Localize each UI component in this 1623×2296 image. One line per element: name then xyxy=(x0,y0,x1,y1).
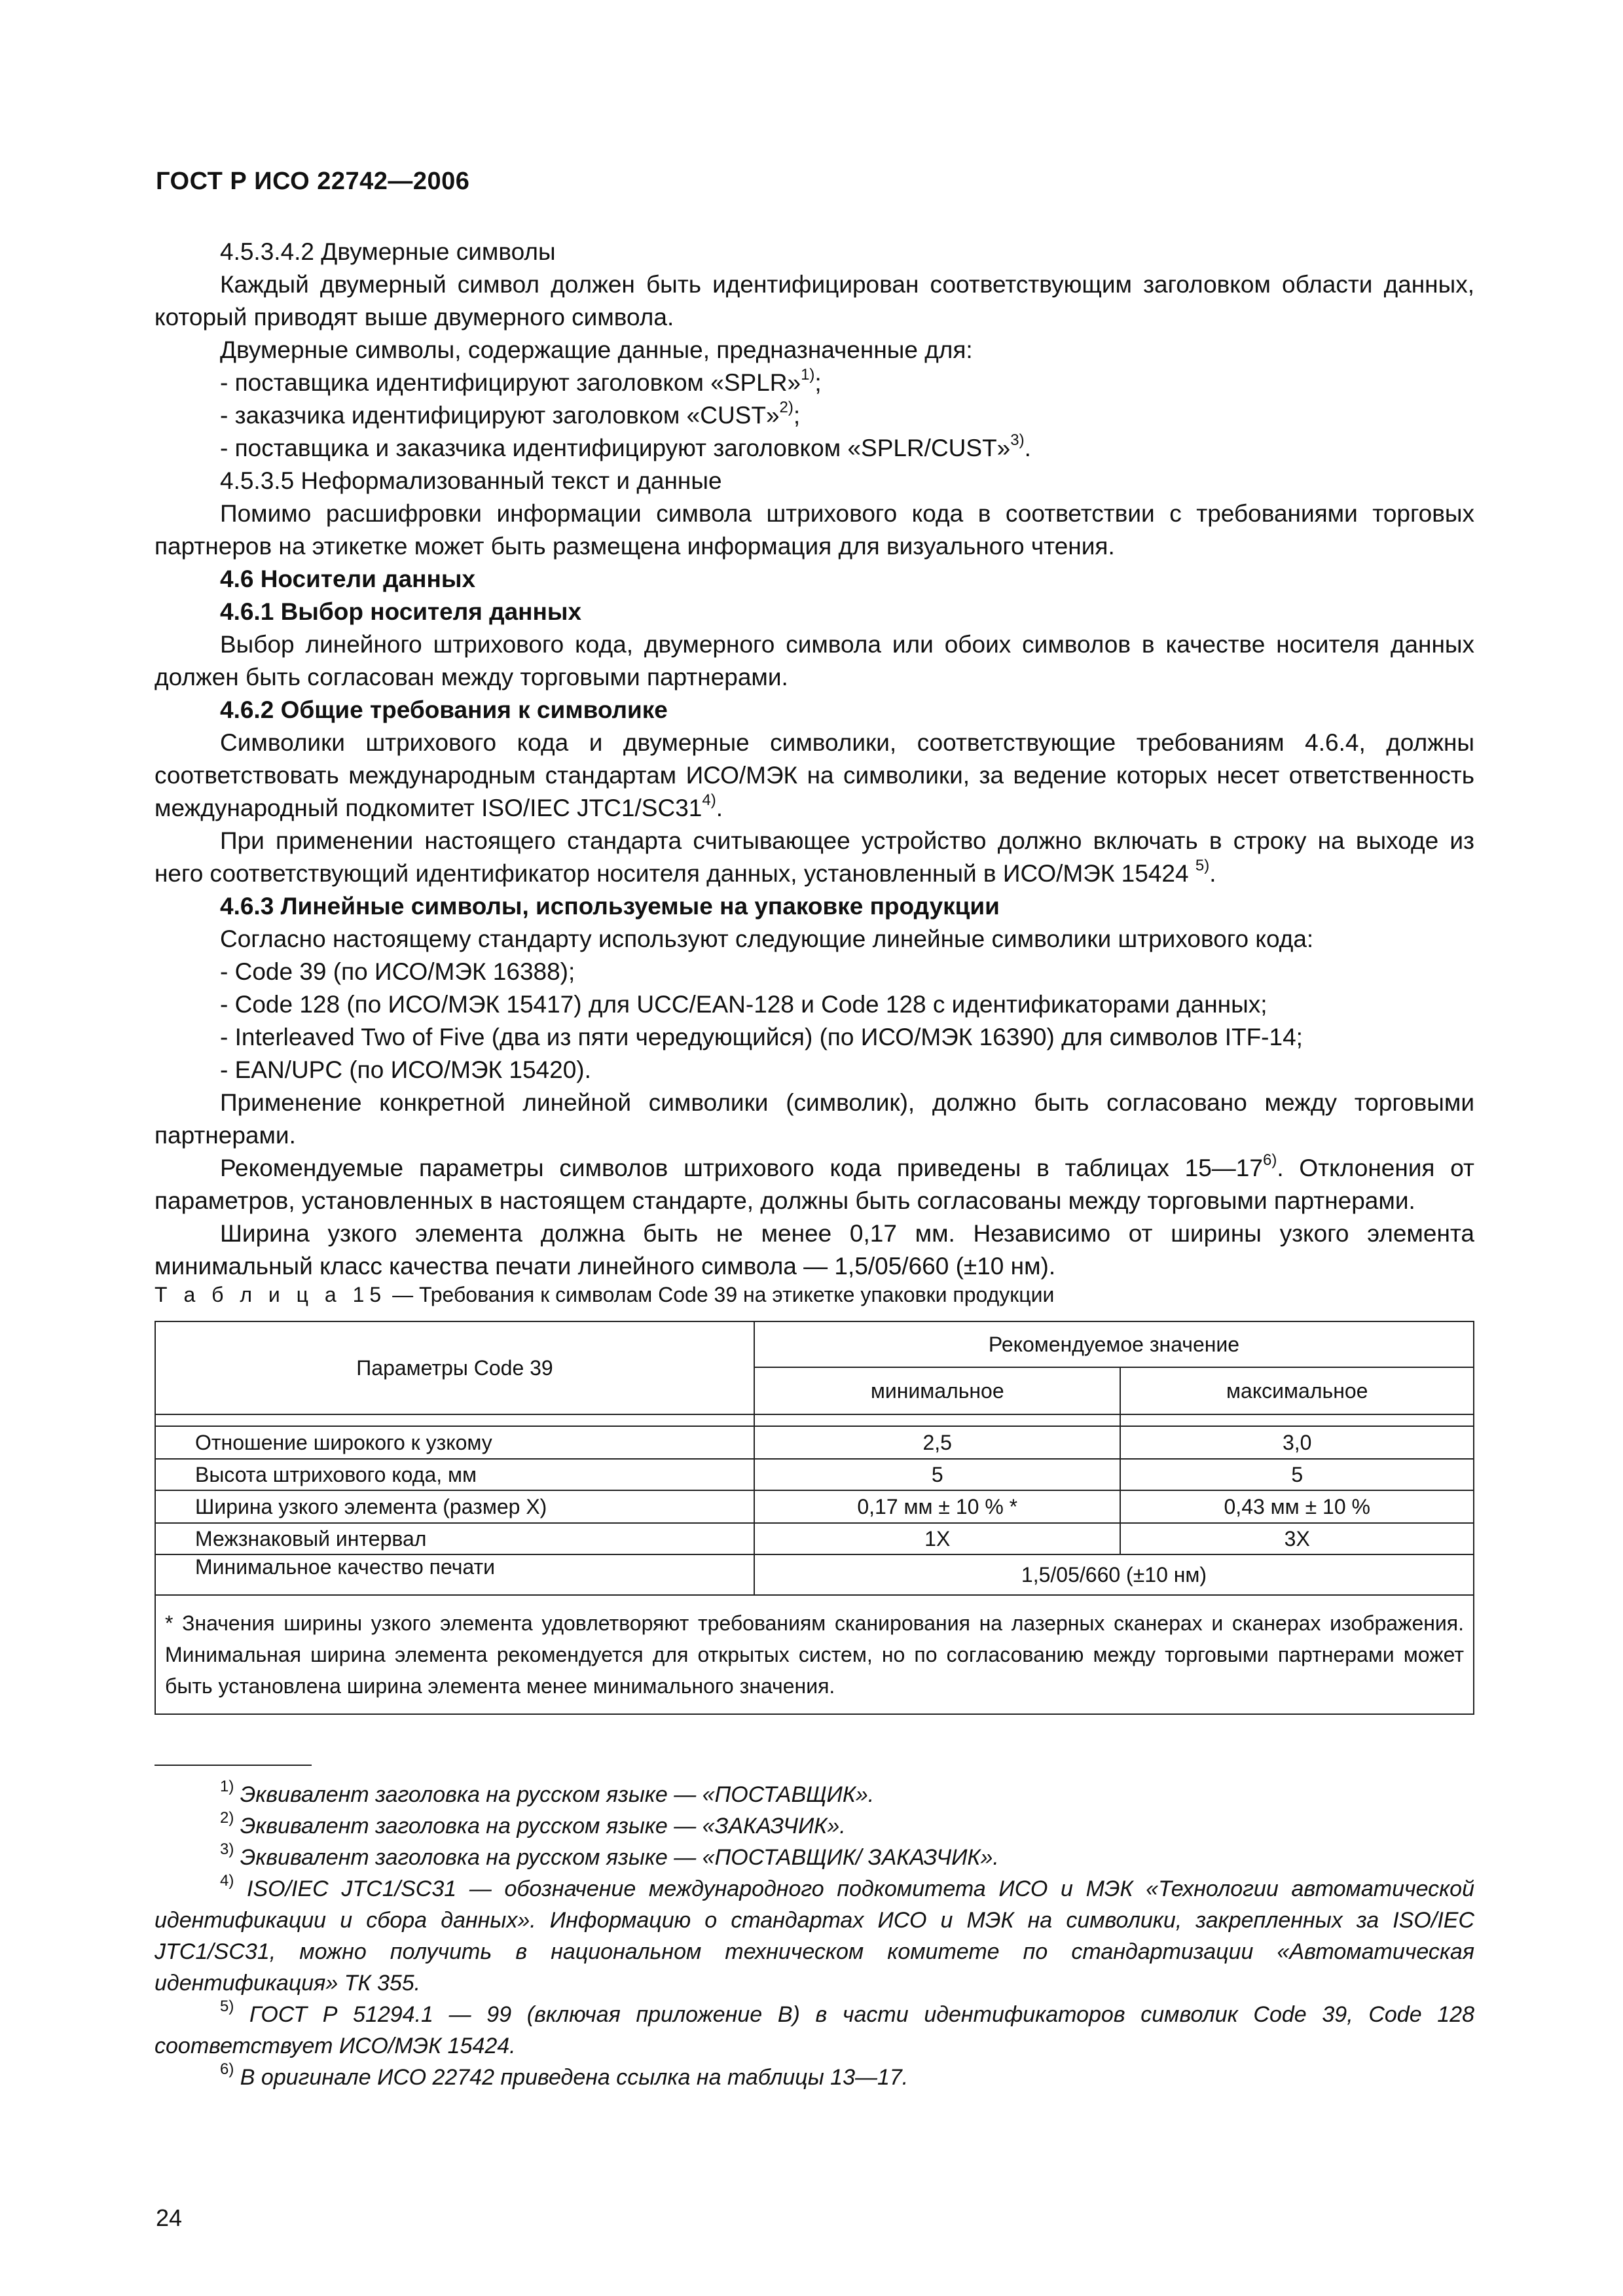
table-cell-min: 2,5 xyxy=(754,1426,1120,1459)
section-heading: 4.6.2 Общие требования к символике xyxy=(220,696,668,723)
footnote: $^{4)}$ ISO/IEC JTC1/SC31 — обозначение международного подкомитета ИСО и МЭК «Технологии автоматической идентификации и сбора данных». Информацию о стандартах ИСО и МЭК на символики, закрепленных за ISO/IEC JTC1/SC31, можно получить в национальном техническом комитете по стандартизации «Автоматическая идентификация» ТК 355. xyxy=(155,1871,1474,1996)
paragraph: Символики штрихового кода и двумерные символики, соответствующие требованиям 4.6.4, должны соответствовать международным стандартам ИСО/МЭК на символики, за ведение которых несет ответственность международный подкомитет ISO/IEC JTC1/SC31$^{4)}$. xyxy=(155,729,1474,821)
table-row xyxy=(155,1426,1474,1459)
table-cell-param: Межзнаковый интервал xyxy=(155,1523,754,1554)
footnote: $^{1)}$ Эквивалент заголовка на русском языке — «ПОСТАВЩИК». xyxy=(220,1777,875,1807)
paragraph: Помимо расшифровки информации символа штрихового кода в соответствии с требованиями торговых партнеров на этикетке может быть размещена информация для визуального чтения. xyxy=(155,500,1474,560)
footnote-ref[interactable]: 1) xyxy=(801,365,815,384)
table-row xyxy=(155,1554,1474,1595)
paragraph: Двумерные символы, содержащие данные, предназначенные для: xyxy=(220,336,973,363)
paragraph: Согласно настоящему стандарту используют следующие линейные символики штрихового кода: xyxy=(220,925,1314,952)
section-heading: 4.6.3 Линейные символы, используемые на упаковке продукции xyxy=(220,893,1000,920)
section-heading: 4.6 Носители данных xyxy=(220,565,476,592)
document-header: ГОСТ Р ИСО 22742—2006 xyxy=(156,168,470,195)
page-number: 24 xyxy=(156,2204,183,2231)
body-text xyxy=(155,236,1474,1283)
list-item: - заказчика идентифицируют заголовком «CUST»$^{2)}$; xyxy=(220,398,801,429)
table-cell-param: Высота штрихового кода, мм xyxy=(155,1459,754,1490)
table-caption: Т а б л и ц а 15 — Требования к символам Code 39 на этикетке упаковки продукции xyxy=(155,1283,1055,1306)
table-cell-param: Отношение широкого к узкому xyxy=(155,1426,754,1459)
list-item: - Interleaved Two of Five (два из пяти чередующийся) (по ИСО/МЭК 16390) для символов ITF-14; xyxy=(220,1024,1303,1050)
paragraph: Применение конкретной линейной символики (символик), должно быть согласовано между торговыми партнерами. xyxy=(155,1089,1474,1149)
list-item: - EAN/UPC (по ИСО/МЭК 15420). xyxy=(220,1056,591,1083)
table-row xyxy=(155,1490,1474,1523)
list-item: - Code 128 (по ИСО/МЭК 15417) для UCC/EAN-128 и Code 128 с идентификаторами данных; xyxy=(220,991,1267,1018)
table-cell-max: 3,0 xyxy=(1120,1426,1474,1459)
footnote-ref[interactable]: 3) xyxy=(1010,431,1025,449)
table-cell-value: 1,5/05/660 (±10 нм) xyxy=(754,1554,1474,1595)
footnote: $^{3)}$ Эквивалент заголовка на русском языке — «ПОСТАВЩИК/ ЗАКАЗЧИК». xyxy=(220,1840,999,1870)
table-cell-max: 0,43 мм ± 10 % xyxy=(1120,1490,1474,1523)
footnote-ref[interactable]: 6) xyxy=(1262,1151,1277,1169)
list-item: - Code 39 (по ИСО/МЭК 16388); xyxy=(220,958,575,985)
list-item: - поставщика и заказчика идентифицируют заголовком «SPLR/CUST»$^{3)}$. xyxy=(220,431,1031,461)
paragraph: Ширина узкого элемента должна быть не менее 0,17 мм. Независимо от ширины узкого элемента минимальный класс качества печати линейного символа — 1,5/05/660 (±10 нм). xyxy=(155,1220,1474,1280)
subsection-title: 4.5.3.5 Неформализованный текст и данные xyxy=(220,467,722,494)
footnote-ref[interactable]: 4) xyxy=(702,791,716,809)
table-note-row xyxy=(155,1595,1474,1714)
requirements-table xyxy=(155,1321,1474,1715)
table-header-min: минимальное xyxy=(754,1367,1120,1414)
footnote-divider xyxy=(155,1765,312,1766)
footnote: $^{6)}$ В оригинале ИСО 22742 приведена ссылка на таблицы 13—17. xyxy=(220,2060,909,2090)
table-cell-max: 3X xyxy=(1120,1523,1474,1554)
footnote-ref[interactable]: 5) xyxy=(1195,856,1210,874)
table-cell-min: 0,17 мм ± 10 % * xyxy=(754,1490,1120,1523)
table-header-param: Параметры Code 39 xyxy=(155,1321,754,1414)
table-cell-param: Ширина узкого элемента (размер X) xyxy=(155,1490,754,1523)
table-row xyxy=(155,1459,1474,1490)
list-item: - поставщика идентифицируют заголовком «SPLR»$^{1)}$; xyxy=(220,365,822,396)
paragraph: Каждый двумерный символ должен быть идентифицирован соответствующим заголовком области данных, который приводят выше двумерного символа. xyxy=(155,271,1474,331)
table-row xyxy=(155,1523,1474,1554)
table-note: * Значения ширины узкого элемента удовлетворяют требованиям сканирования на лазерных сканерах и сканерах изображения. Минимальная ширина элемента рекомендуется для открытых систем, но по согласованию между торговыми партнерами может быть установлена ширина элемента менее минимального значения. xyxy=(155,1595,1474,1714)
table-spacer-row xyxy=(155,1414,1474,1426)
footnote: $^{2)}$ Эквивалент заголовка на русском языке — «ЗАКАЗЧИК». xyxy=(220,1808,846,1839)
table-cell-param: Минимальное качество печати xyxy=(155,1554,754,1595)
table-header-max: максимальное xyxy=(1120,1367,1474,1414)
paragraph: При применении настоящего стандарта считывающее устройство должно включать в строку на выходе из него соответствующий идентификатор носителя данных, установленный в ИСО/МЭК 15424 $^{5)}$. xyxy=(155,827,1474,887)
section-heading: 4.6.1 Выбор носителя данных xyxy=(220,598,582,625)
footnote: $^{5)}$ ГОСТ Р 51294.1 — 99 (включая приложение В) в части идентификаторов символик Code 39, Code 128 соответствует ИСО/МЭК 15424. xyxy=(155,1997,1474,2058)
table-cell-min: 1X xyxy=(754,1523,1120,1554)
table-cell-max: 5 xyxy=(1120,1459,1474,1490)
table-header-recommended: Рекомендуемое значение xyxy=(754,1321,1474,1367)
footnotes xyxy=(155,1779,1474,2093)
footnote-ref[interactable]: 2) xyxy=(779,398,793,416)
paragraph: Выбор линейного штрихового кода, двумерного символа или обоих символов в качестве носителя данных должен быть согласован между торговыми партнерами. xyxy=(155,631,1474,691)
subsection-title: 4.5.3.4.2 Двумерные символы xyxy=(220,238,556,265)
table-cell-min: 5 xyxy=(754,1459,1120,1490)
paragraph: Рекомендуемые параметры символов штрихового кода приведены в таблицах 15—17$^{6)}$. Отклонения от параметров, установленных в настоящем стандарте, должны быть согласованы между торговыми партнерами. xyxy=(155,1151,1474,1214)
